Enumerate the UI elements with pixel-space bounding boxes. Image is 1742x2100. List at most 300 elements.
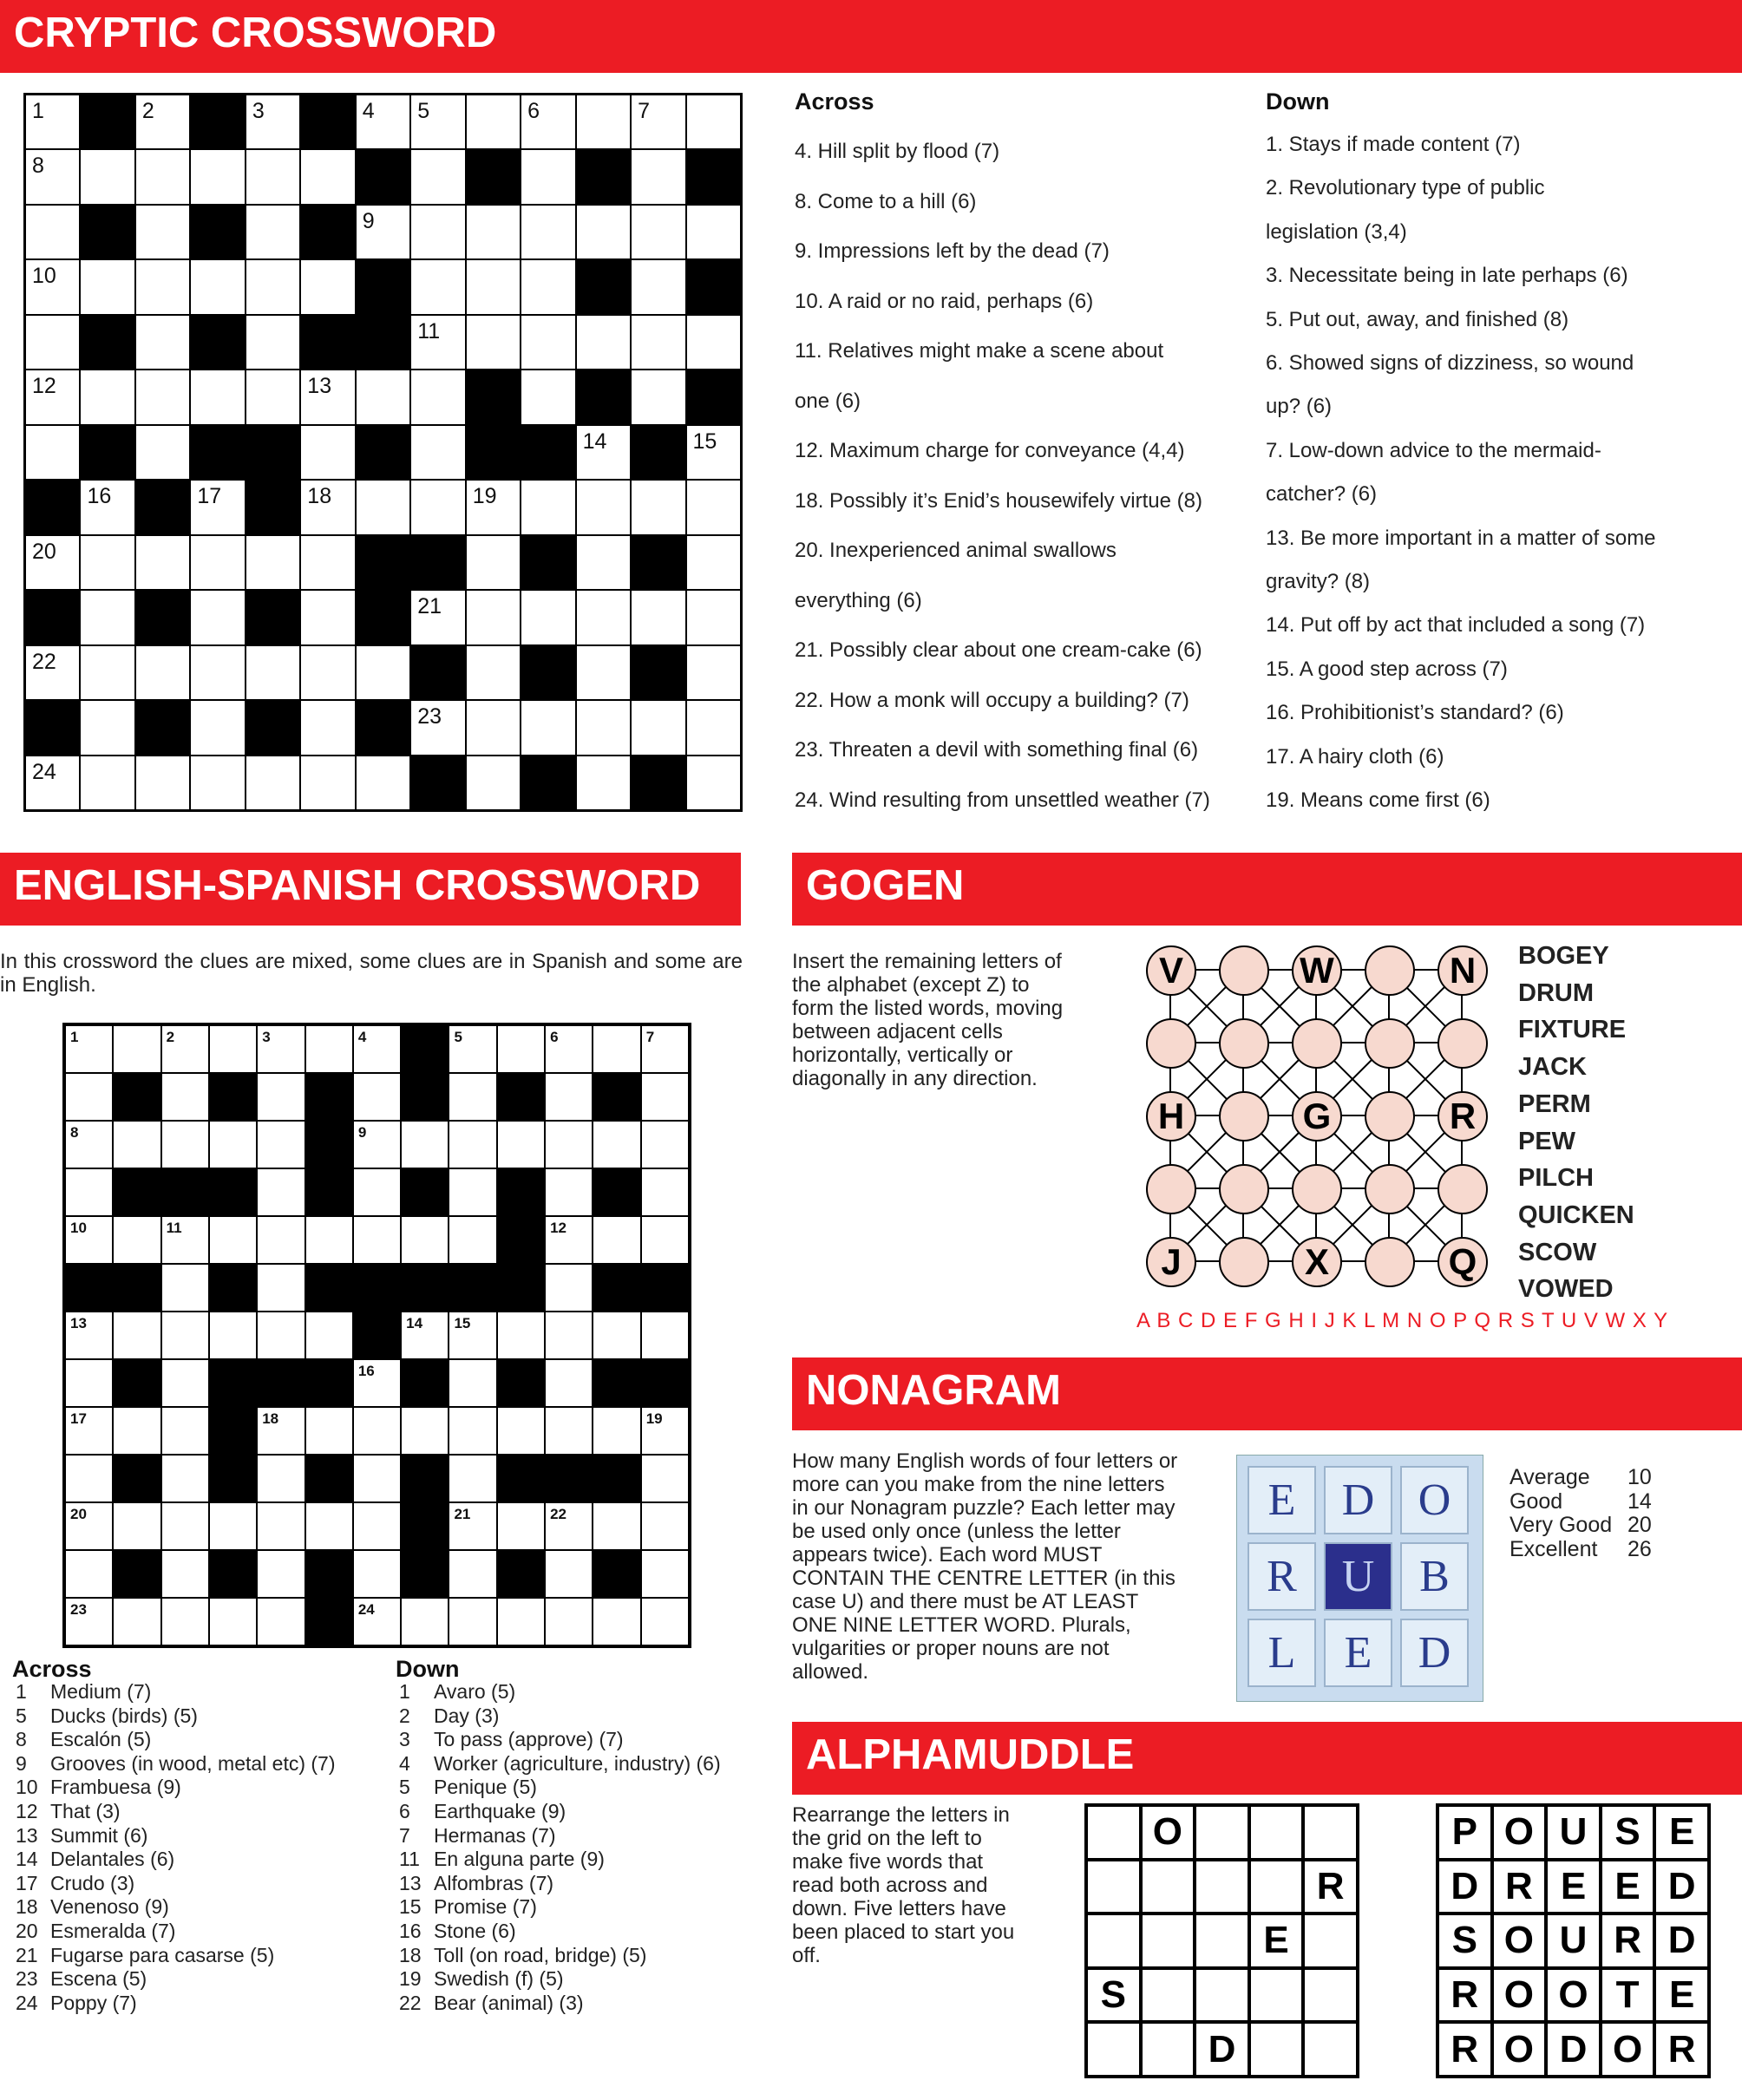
nonagram-cell: R	[1248, 1542, 1316, 1611]
cryptic-cell[interactable]	[576, 645, 631, 700]
cryptic-cell[interactable]	[356, 205, 410, 259]
cryptic-cell[interactable]	[80, 590, 134, 644]
cryptic-cell[interactable]	[356, 480, 410, 534]
alphamuddle-puzzle-cell[interactable]	[1249, 2022, 1304, 2077]
spanish-cell[interactable]	[401, 1312, 449, 1359]
cryptic-cell[interactable]	[410, 149, 465, 204]
cryptic-cell[interactable]	[300, 480, 355, 534]
spanish-cell[interactable]	[305, 1502, 353, 1550]
spanish-cell[interactable]	[449, 1550, 496, 1598]
cryptic-cell[interactable]	[410, 370, 465, 424]
spanish-cell[interactable]	[497, 1407, 545, 1455]
cryptic-cell[interactable]	[521, 590, 575, 644]
cryptic-cell[interactable]	[521, 700, 575, 755]
spanish-cell[interactable]	[593, 1407, 640, 1455]
spanish-cell[interactable]	[545, 1312, 593, 1359]
cryptic-cell[interactable]	[356, 370, 410, 424]
spanish-cell[interactable]	[497, 1502, 545, 1550]
cryptic-cell[interactable]	[25, 149, 80, 204]
gogen-cell[interactable]	[1437, 1164, 1488, 1214]
cryptic-cell[interactable]	[135, 315, 190, 370]
spanish-cell[interactable]	[257, 1168, 305, 1216]
spanish-cell[interactable]	[257, 1216, 305, 1264]
cryptic-cell[interactable]	[190, 645, 245, 700]
cryptic-cell[interactable]	[410, 700, 465, 755]
cryptic-cell[interactable]	[356, 756, 410, 810]
spanish-cell[interactable]	[545, 1502, 593, 1550]
cryptic-cell[interactable]	[521, 259, 575, 314]
spanish-cell[interactable]	[257, 1455, 305, 1502]
cryptic-cell[interactable]	[686, 700, 741, 755]
cryptic-cell[interactable]	[300, 645, 355, 700]
spanish-cell[interactable]	[353, 1502, 401, 1550]
cryptic-cell[interactable]	[686, 315, 741, 370]
cryptic-cell[interactable]	[576, 535, 631, 590]
spanish-cell[interactable]	[161, 1359, 209, 1407]
spanish-cell[interactable]	[449, 1168, 496, 1216]
spanish-cell[interactable]	[113, 1407, 160, 1455]
spanish-cell[interactable]	[161, 1455, 209, 1502]
cryptic-cell[interactable]	[466, 645, 521, 700]
cryptic-cell[interactable]	[80, 535, 134, 590]
spanish-cell[interactable]	[449, 1455, 496, 1502]
spanish-cell[interactable]	[305, 1312, 353, 1359]
cryptic-cell[interactable]	[576, 480, 631, 534]
alphamuddle-puzzle-cell[interactable]	[1249, 1968, 1304, 2023]
cryptic-cell[interactable]	[25, 756, 80, 810]
cryptic-cell[interactable]	[135, 645, 190, 700]
cryptic-cell[interactable]	[25, 370, 80, 424]
alphamuddle-puzzle-cell[interactable]	[1141, 1914, 1195, 1968]
spanish-cell[interactable]	[113, 1312, 160, 1359]
cryptic-cell[interactable]	[686, 535, 741, 590]
cryptic-cell[interactable]	[410, 205, 465, 259]
spanish-cell[interactable]	[593, 1502, 640, 1550]
spanish-down-clue-text: Toll (on road, bridge) (5)	[434, 1943, 647, 1966]
cryptic-cell[interactable]	[631, 590, 685, 644]
spanish-cell[interactable]	[641, 1598, 689, 1645]
gogen-cell[interactable]	[1365, 1237, 1415, 1287]
spanish-across-clue-number: 21	[16, 1943, 38, 1966]
spanish-cell[interactable]	[641, 1455, 689, 1502]
cryptic-cell[interactable]	[135, 205, 190, 259]
spanish-cell[interactable]	[497, 1598, 545, 1645]
alphamuddle-letter-cell: O	[1492, 1805, 1547, 1860]
cryptic-cell[interactable]	[631, 205, 685, 259]
cryptic-cell[interactable]	[300, 425, 355, 480]
spanish-cell[interactable]	[353, 1359, 401, 1407]
spanish-cell[interactable]	[497, 1121, 545, 1168]
spanish-cell[interactable]	[353, 1216, 401, 1264]
cryptic-cell[interactable]	[410, 95, 465, 149]
spanish-cell[interactable]	[113, 1598, 160, 1645]
cryptic-cell[interactable]	[686, 756, 741, 810]
cryptic-cell[interactable]	[80, 700, 134, 755]
spanish-cell[interactable]	[545, 1216, 593, 1264]
cryptic-cell[interactable]	[246, 259, 300, 314]
spanish-across-clue-number: 8	[16, 1728, 27, 1751]
cryptic-cell[interactable]	[246, 756, 300, 810]
cryptic-cell[interactable]	[686, 425, 741, 480]
spanish-cell[interactable]	[641, 1502, 689, 1550]
cryptic-cell[interactable]	[135, 756, 190, 810]
spanish-cell[interactable]	[161, 1407, 209, 1455]
cryptic-cell[interactable]	[466, 205, 521, 259]
spanish-cell[interactable]	[209, 1121, 257, 1168]
spanish-cell[interactable]	[209, 1025, 257, 1073]
alphamuddle-puzzle-cell[interactable]	[1086, 2022, 1141, 2077]
cryptic-cell[interactable]	[190, 756, 245, 810]
cryptic-cell[interactable]	[686, 205, 741, 259]
alphamuddle-puzzle-cell[interactable]	[1086, 1805, 1141, 1860]
spanish-cell[interactable]	[113, 1216, 160, 1264]
gogen-cell[interactable]	[1365, 1091, 1415, 1142]
alphamuddle-puzzle-cell[interactable]	[1303, 2022, 1358, 2077]
spanish-across-clue	[16, 1992, 137, 2015]
cryptic-across-clue: 18. Possibly it’s Enid’s housewifely virtue (8)	[795, 488, 1202, 513]
spanish-cell[interactable]	[65, 1407, 113, 1455]
spanish-cell[interactable]	[257, 1407, 305, 1455]
cryptic-cell[interactable]	[25, 95, 80, 149]
spanish-cell[interactable]	[65, 1502, 113, 1550]
cryptic-cell[interactable]	[356, 645, 410, 700]
spanish-cell[interactable]	[641, 1550, 689, 1598]
gogen-cell[interactable]	[1146, 1018, 1196, 1069]
spanish-cell[interactable]	[593, 1216, 640, 1264]
cryptic-cell[interactable]	[576, 315, 631, 370]
cryptic-cell[interactable]	[246, 315, 300, 370]
gogen-word: JACK	[1518, 1053, 1587, 1082]
cryptic-cell[interactable]	[576, 756, 631, 810]
gogen-cell[interactable]	[1219, 1018, 1269, 1069]
cryptic-cell[interactable]	[300, 700, 355, 755]
cryptic-cell[interactable]	[576, 95, 631, 149]
cryptic-cell[interactable]	[576, 205, 631, 259]
cryptic-cell[interactable]	[686, 590, 741, 644]
cryptic-cell[interactable]	[410, 480, 465, 534]
gogen-cell[interactable]	[1292, 1018, 1342, 1069]
spanish-cell[interactable]	[161, 1502, 209, 1550]
cryptic-cell[interactable]	[190, 259, 245, 314]
cryptic-cell[interactable]	[686, 480, 741, 534]
cryptic-block	[190, 95, 245, 149]
spanish-cell[interactable]	[353, 1455, 401, 1502]
cryptic-clue-number: 21	[417, 594, 442, 619]
cryptic-cell[interactable]	[25, 535, 80, 590]
cryptic-cell[interactable]	[521, 95, 575, 149]
spanish-cell[interactable]	[353, 1121, 401, 1168]
spanish-cell[interactable]	[641, 1168, 689, 1216]
cryptic-cell[interactable]	[631, 370, 685, 424]
cryptic-cell[interactable]	[80, 756, 134, 810]
spanish-cell[interactable]	[113, 1025, 160, 1073]
spanish-cell[interactable]	[641, 1312, 689, 1359]
spanish-cell[interactable]	[401, 1598, 449, 1645]
spanish-cell[interactable]	[353, 1025, 401, 1073]
spanish-cell[interactable]	[401, 1121, 449, 1168]
cryptic-cell[interactable]	[631, 480, 685, 534]
spanish-cell[interactable]	[449, 1312, 496, 1359]
spanish-cell[interactable]	[641, 1025, 689, 1073]
cryptic-cell[interactable]	[466, 95, 521, 149]
cryptic-cell[interactable]	[135, 535, 190, 590]
alphamuddle-puzzle-cell[interactable]	[1086, 1860, 1141, 1914]
spanish-cell[interactable]	[305, 1025, 353, 1073]
spanish-cell[interactable]	[65, 1598, 113, 1645]
alphamuddle-puzzle-cell[interactable]	[1195, 1968, 1249, 2023]
spanish-cell[interactable]	[161, 1550, 209, 1598]
spanish-cell[interactable]	[449, 1598, 496, 1645]
cryptic-cell[interactable]	[631, 259, 685, 314]
spanish-cell[interactable]	[353, 1598, 401, 1645]
nonagram-score-value: 26	[1627, 1536, 1652, 1561]
cryptic-cell[interactable]	[80, 370, 134, 424]
cryptic-cell[interactable]	[410, 259, 465, 314]
spanish-cell[interactable]	[401, 1407, 449, 1455]
spanish-cell[interactable]	[161, 1264, 209, 1312]
cryptic-cell[interactable]	[80, 480, 134, 534]
cryptic-cell[interactable]	[521, 370, 575, 424]
spanish-cell[interactable]	[257, 1598, 305, 1645]
cryptic-cell[interactable]	[80, 259, 134, 314]
cryptic-cell[interactable]	[135, 149, 190, 204]
spanish-cell[interactable]	[161, 1025, 209, 1073]
spanish-cell[interactable]	[497, 1312, 545, 1359]
spanish-cell[interactable]	[257, 1502, 305, 1550]
spanish-cell[interactable]	[257, 1073, 305, 1121]
spanish-across-clue	[16, 1848, 174, 1871]
gogen-cell[interactable]	[1219, 1237, 1269, 1287]
spanish-cell[interactable]	[65, 1121, 113, 1168]
cryptic-cell[interactable]	[631, 95, 685, 149]
spanish-cell[interactable]	[257, 1312, 305, 1359]
gogen-cell[interactable]	[1437, 1018, 1488, 1069]
spanish-cell[interactable]	[209, 1502, 257, 1550]
spanish-cell[interactable]	[449, 1407, 496, 1455]
cryptic-down-clue: 19. Means come first (6)	[1266, 788, 1490, 812]
alphamuddle-puzzle-cell[interactable]	[1141, 1860, 1195, 1914]
spanish-down-clue	[399, 1800, 566, 1823]
spanish-cell[interactable]	[353, 1073, 401, 1121]
cryptic-cell[interactable]	[466, 700, 521, 755]
spanish-cell[interactable]	[65, 1073, 113, 1121]
alphamuddle-puzzle-cell[interactable]	[1141, 2022, 1195, 2077]
cryptic-cell[interactable]	[521, 480, 575, 534]
gogen-cell[interactable]	[1219, 945, 1269, 996]
spanish-cell[interactable]	[65, 1359, 113, 1407]
spanish-cell[interactable]	[209, 1216, 257, 1264]
cryptic-cell[interactable]	[410, 315, 465, 370]
cryptic-cell[interactable]	[190, 590, 245, 644]
spanish-cell[interactable]	[545, 1073, 593, 1121]
nonagram-cell: D	[1324, 1466, 1392, 1534]
cryptic-cell[interactable]	[521, 315, 575, 370]
cryptic-down-clue: 13. Be more important in a matter of some	[1266, 526, 1656, 550]
cryptic-cell[interactable]	[190, 480, 245, 534]
cryptic-cell[interactable]	[190, 149, 245, 204]
cryptic-cell[interactable]	[576, 425, 631, 480]
spanish-cell[interactable]	[161, 1073, 209, 1121]
spanish-cell[interactable]	[353, 1407, 401, 1455]
cryptic-cell[interactable]	[135, 259, 190, 314]
alphamuddle-puzzle-cell[interactable]	[1086, 1914, 1141, 1968]
cryptic-cell[interactable]	[25, 425, 80, 480]
cryptic-cell[interactable]	[300, 590, 355, 644]
spanish-cell[interactable]	[353, 1168, 401, 1216]
spanish-cell[interactable]	[545, 1168, 593, 1216]
spanish-cell[interactable]	[161, 1121, 209, 1168]
spanish-cell[interactable]	[449, 1073, 496, 1121]
spanish-cell[interactable]	[257, 1025, 305, 1073]
spanish-cell[interactable]	[161, 1598, 209, 1645]
cryptic-cell[interactable]	[190, 535, 245, 590]
spanish-cell[interactable]	[449, 1216, 496, 1264]
cryptic-cell[interactable]	[135, 95, 190, 149]
cryptic-cell[interactable]	[576, 590, 631, 644]
spanish-down-clue-text: Promise (7)	[434, 1895, 537, 1919]
cryptic-cell[interactable]	[135, 425, 190, 480]
spanish-cell[interactable]	[545, 1598, 593, 1645]
cryptic-block	[576, 149, 631, 204]
alphamuddle-puzzle-cell[interactable]	[1303, 1968, 1358, 2023]
spanish-cell[interactable]	[449, 1359, 496, 1407]
spanish-down-clue-number: 22	[399, 1991, 422, 2014]
spanish-cell[interactable]	[257, 1264, 305, 1312]
cryptic-cell[interactable]	[631, 315, 685, 370]
cryptic-cell[interactable]	[190, 370, 245, 424]
spanish-cell[interactable]	[65, 1168, 113, 1216]
cryptic-cell[interactable]	[246, 535, 300, 590]
cryptic-cell[interactable]	[686, 95, 741, 149]
gogen-cell[interactable]	[1365, 945, 1415, 996]
cryptic-cell[interactable]	[25, 205, 80, 259]
spanish-cell[interactable]	[65, 1025, 113, 1073]
cryptic-cell[interactable]	[25, 645, 80, 700]
spanish-cell[interactable]	[545, 1264, 593, 1312]
spanish-block	[401, 1550, 449, 1598]
spanish-cell[interactable]	[449, 1121, 496, 1168]
spanish-cell[interactable]	[641, 1407, 689, 1455]
cryptic-cell[interactable]	[246, 95, 300, 149]
alphamuddle-puzzle-cell[interactable]	[1249, 1860, 1304, 1914]
spanish-cell[interactable]	[305, 1216, 353, 1264]
spanish-cell[interactable]	[593, 1312, 640, 1359]
spanish-cell[interactable]	[209, 1312, 257, 1359]
cryptic-cell[interactable]	[300, 535, 355, 590]
spanish-cell[interactable]	[449, 1025, 496, 1073]
spanish-cell[interactable]	[449, 1502, 496, 1550]
spanish-cell[interactable]	[401, 1216, 449, 1264]
spanish-cell[interactable]	[593, 1121, 640, 1168]
spanish-cell[interactable]	[353, 1550, 401, 1598]
spanish-cell[interactable]	[593, 1598, 640, 1645]
cryptic-cell[interactable]	[246, 370, 300, 424]
spanish-block	[497, 1073, 545, 1121]
spanish-cell[interactable]	[545, 1025, 593, 1073]
cryptic-cell[interactable]	[25, 259, 80, 314]
gogen-cell[interactable]	[1365, 1018, 1415, 1069]
spanish-cell[interactable]	[545, 1121, 593, 1168]
spanish-across-clue-text: Medium (7)	[50, 1680, 152, 1703]
spanish-cell[interactable]	[545, 1407, 593, 1455]
cryptic-cell[interactable]	[25, 315, 80, 370]
spanish-cell[interactable]	[641, 1121, 689, 1168]
spanish-cell[interactable]	[257, 1121, 305, 1168]
spanish-cell[interactable]	[113, 1502, 160, 1550]
cryptic-cell[interactable]	[190, 700, 245, 755]
spanish-cell[interactable]	[65, 1550, 113, 1598]
cryptic-cell[interactable]	[246, 149, 300, 204]
alphamuddle-puzzle-cell[interactable]	[1303, 1914, 1358, 1968]
cryptic-cell[interactable]	[466, 315, 521, 370]
cryptic-cell[interactable]	[410, 590, 465, 644]
cryptic-cell[interactable]	[631, 149, 685, 204]
cryptic-cell[interactable]	[466, 480, 521, 534]
cryptic-cell[interactable]	[246, 645, 300, 700]
spanish-cell[interactable]	[641, 1073, 689, 1121]
spanish-cell[interactable]	[113, 1121, 160, 1168]
spanish-cell[interactable]	[305, 1407, 353, 1455]
cryptic-cell[interactable]	[466, 259, 521, 314]
cryptic-cell[interactable]	[80, 645, 134, 700]
cryptic-cell[interactable]	[521, 205, 575, 259]
alphamuddle-puzzle-cell[interactable]	[1195, 1805, 1249, 1860]
alphamuddle-letters-grid	[1436, 1803, 1711, 2078]
cryptic-cell[interactable]	[300, 259, 355, 314]
cryptic-cell[interactable]	[135, 370, 190, 424]
spanish-cell[interactable]	[545, 1359, 593, 1407]
spanish-cell[interactable]	[593, 1025, 640, 1073]
alphamuddle-puzzle-cell[interactable]	[1195, 1860, 1249, 1914]
spanish-cell[interactable]	[161, 1312, 209, 1359]
spanish-cell[interactable]	[65, 1312, 113, 1359]
cryptic-cell[interactable]	[466, 590, 521, 644]
spanish-across-clue-text: Poppy (7)	[50, 1991, 137, 2014]
spanish-cell[interactable]	[209, 1598, 257, 1645]
gogen-cell[interactable]	[1219, 1164, 1269, 1214]
cryptic-cell[interactable]	[576, 700, 631, 755]
spanish-cell[interactable]	[161, 1216, 209, 1264]
cryptic-cell[interactable]	[246, 205, 300, 259]
alphamuddle-puzzle-cell[interactable]	[1303, 1805, 1358, 1860]
cryptic-cell[interactable]	[300, 370, 355, 424]
cryptic-cell[interactable]	[300, 756, 355, 810]
gogen-cell[interactable]	[1146, 1164, 1196, 1214]
spanish-cell[interactable]	[257, 1550, 305, 1598]
cryptic-cell[interactable]	[521, 149, 575, 204]
cryptic-cell[interactable]	[356, 95, 410, 149]
gogen-cell[interactable]	[1219, 1091, 1269, 1142]
spanish-cell[interactable]	[65, 1216, 113, 1264]
gogen-cell[interactable]	[1365, 1164, 1415, 1214]
spanish-cell[interactable]	[641, 1216, 689, 1264]
cryptic-cell[interactable]	[466, 756, 521, 810]
alphamuddle-puzzle-cell[interactable]	[1249, 1805, 1304, 1860]
alphamuddle-puzzle-cell[interactable]	[1141, 1968, 1195, 2023]
cryptic-cell[interactable]	[300, 149, 355, 204]
cryptic-cell[interactable]	[80, 149, 134, 204]
alphamuddle-puzzle-cell[interactable]	[1195, 1914, 1249, 1968]
cryptic-block	[356, 700, 410, 755]
cryptic-cell[interactable]	[466, 535, 521, 590]
cryptic-cell[interactable]	[410, 425, 465, 480]
spanish-cell[interactable]	[65, 1455, 113, 1502]
cryptic-cell[interactable]	[686, 645, 741, 700]
cryptic-cell[interactable]	[631, 700, 685, 755]
spanish-cell[interactable]	[545, 1550, 593, 1598]
spanish-cell[interactable]	[497, 1025, 545, 1073]
gogen-cell[interactable]	[1292, 1164, 1342, 1214]
